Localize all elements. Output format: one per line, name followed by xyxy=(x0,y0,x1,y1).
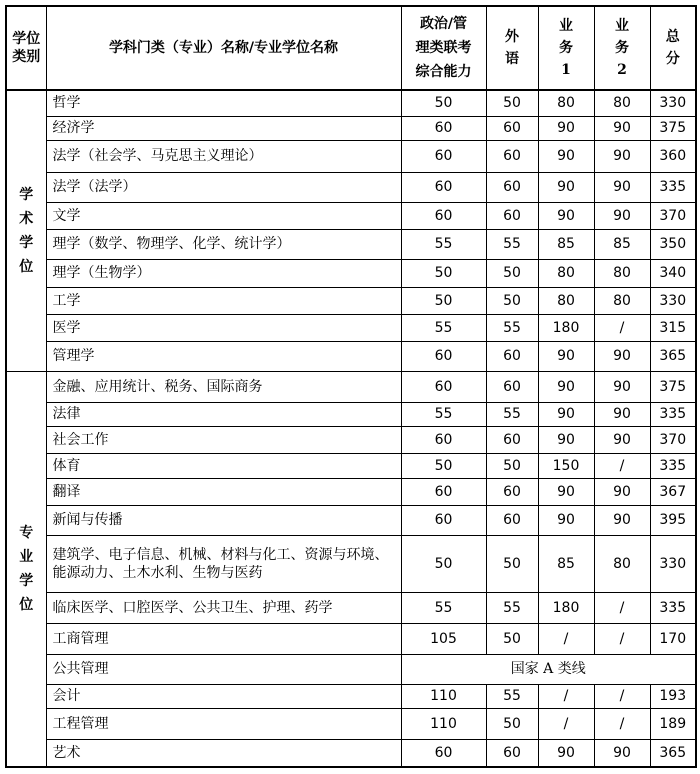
subject2-score-cell: 90 xyxy=(594,478,650,505)
table-row xyxy=(6,684,696,708)
table-row xyxy=(6,229,696,259)
foreign-language-score-cell: 50 xyxy=(486,453,538,478)
subject1-score-cell: 90 xyxy=(538,739,594,767)
table-row xyxy=(6,708,696,739)
header-subject2 xyxy=(594,6,650,90)
subject1-score-cell: 180 xyxy=(538,314,594,341)
politics-score-cell: 60 xyxy=(401,341,486,371)
subject-name-cell: 公共管理 xyxy=(46,654,401,684)
politics-score-cell: 60 xyxy=(401,172,486,202)
foreign-language-score-cell: 55 xyxy=(486,402,538,426)
header-name: 学科门类（专业）名称/专业学位名称 xyxy=(46,6,401,90)
subject-name-cell: 临床医学、口腔医学、公共卫生、护理、药学 xyxy=(46,592,401,623)
subject1-score-cell: 90 xyxy=(538,478,594,505)
header-total xyxy=(650,6,696,90)
subject2-score-cell: 90 xyxy=(594,371,650,402)
total-score-cell: 330 xyxy=(650,287,696,314)
subject2-score-cell: / xyxy=(594,592,650,623)
degree-category-char: 业 xyxy=(19,548,34,565)
header-total-line: 分 xyxy=(665,51,680,67)
politics-score-cell: 50 xyxy=(401,90,486,116)
subject-name-cell: 经济学 xyxy=(46,116,401,140)
foreign-language-score-cell: 60 xyxy=(486,140,538,172)
table-row xyxy=(6,654,696,684)
foreign-language-score-cell: 60 xyxy=(486,116,538,140)
politics-score-cell: 50 xyxy=(401,259,486,287)
degree-category-char: 位 xyxy=(19,258,34,275)
subject2-score-cell: 90 xyxy=(594,202,650,229)
subject2-score-cell: / xyxy=(594,708,650,739)
foreign-language-score-cell: 60 xyxy=(486,371,538,402)
table-row xyxy=(6,314,696,341)
total-score-cell: 193 xyxy=(650,684,696,708)
table-row xyxy=(6,478,696,505)
subject2-score-cell: 80 xyxy=(594,259,650,287)
table-row xyxy=(6,90,696,116)
table-row xyxy=(6,535,696,592)
subject1-score-cell: 80 xyxy=(538,259,594,287)
total-score-cell: 340 xyxy=(650,259,696,287)
total-score-cell: 395 xyxy=(650,505,696,535)
subject1-score-cell: 180 xyxy=(538,592,594,623)
subject2-score-cell: 90 xyxy=(594,116,650,140)
politics-score-cell: 55 xyxy=(401,402,486,426)
header-total-line: 总 xyxy=(665,29,680,45)
subject-name-cell: 法学（社会学、马克思主义理论） xyxy=(46,140,401,172)
subject1-score-cell: 90 xyxy=(538,140,594,172)
subject-name-cell: 管理学 xyxy=(46,341,401,371)
politics-score-cell: 105 xyxy=(401,623,486,654)
header-politics-line: 理类联考 xyxy=(415,40,472,56)
subject-name-cell: 工商管理 xyxy=(46,623,401,654)
subject1-score-cell: 85 xyxy=(538,229,594,259)
subject2-score-cell: 90 xyxy=(594,341,650,371)
header-subject1-line: 业 xyxy=(559,18,573,34)
subject1-score-cell: / xyxy=(538,623,594,654)
subject1-score-cell: 90 xyxy=(538,402,594,426)
subject-name-cell: 金融、应用统计、税务、国际商务 xyxy=(46,371,401,402)
degree-category-cell xyxy=(6,371,46,767)
degree-category-char: 术 xyxy=(19,210,34,227)
foreign-language-score-cell: 60 xyxy=(486,172,538,202)
degree-category-char: 位 xyxy=(19,596,34,613)
subject2-score-cell: 90 xyxy=(594,140,650,172)
subject-name-cell: 文学 xyxy=(46,202,401,229)
subject2-score-cell: 80 xyxy=(594,287,650,314)
subject-name-cell: 工学 xyxy=(46,287,401,314)
politics-score-cell: 110 xyxy=(401,708,486,739)
header-foreign-line: 语 xyxy=(505,51,519,67)
table-row xyxy=(6,341,696,371)
foreign-language-score-cell: 50 xyxy=(486,623,538,654)
foreign-language-score-cell: 60 xyxy=(486,739,538,767)
subject2-score-cell: 80 xyxy=(594,90,650,116)
total-score-cell: 365 xyxy=(650,739,696,767)
header-subject2-line: 务 xyxy=(615,40,629,56)
total-score-cell: 315 xyxy=(650,314,696,341)
header-subject1-line: 1 xyxy=(561,62,571,78)
total-score-cell: 335 xyxy=(650,172,696,202)
header-politics-line: 政治/管 xyxy=(419,16,468,32)
header-subject1-line: 务 xyxy=(559,40,573,56)
header-politics xyxy=(401,6,486,90)
politics-score-cell: 60 xyxy=(401,202,486,229)
foreign-language-score-cell: 50 xyxy=(486,287,538,314)
politics-score-cell: 55 xyxy=(401,592,486,623)
total-score-cell: 335 xyxy=(650,453,696,478)
politics-score-cell: 60 xyxy=(401,478,486,505)
subject-name-cell: 哲学 xyxy=(46,90,401,116)
total-score-cell: 375 xyxy=(650,371,696,402)
politics-score-cell: 60 xyxy=(401,116,486,140)
header-foreign xyxy=(486,6,538,90)
subject1-score-cell: 90 xyxy=(538,202,594,229)
degree-category-char: 学 xyxy=(19,572,34,589)
subject2-score-cell: / xyxy=(594,453,650,478)
total-score-cell: 170 xyxy=(650,623,696,654)
total-score-cell: 335 xyxy=(650,592,696,623)
header-politics-line: 综合能力 xyxy=(415,64,472,80)
subject2-score-cell: / xyxy=(594,314,650,341)
foreign-language-score-cell: 55 xyxy=(486,229,538,259)
table-row xyxy=(6,371,696,402)
foreign-language-score-cell: 60 xyxy=(486,202,538,229)
politics-score-cell: 60 xyxy=(401,371,486,402)
table-row xyxy=(6,426,696,453)
subject1-score-cell: 90 xyxy=(538,341,594,371)
foreign-language-score-cell: 55 xyxy=(486,314,538,341)
subject2-score-cell: 90 xyxy=(594,172,650,202)
politics-score-cell: 110 xyxy=(401,684,486,708)
politics-score-cell: 50 xyxy=(401,535,486,592)
politics-score-cell: 50 xyxy=(401,287,486,314)
foreign-language-score-cell: 55 xyxy=(486,684,538,708)
foreign-language-score-cell: 60 xyxy=(486,478,538,505)
subject1-score-cell: / xyxy=(538,708,594,739)
subject-name-cell: 工程管理 xyxy=(46,708,401,739)
subject-name-cell: 翻译 xyxy=(46,478,401,505)
total-score-cell: 365 xyxy=(650,341,696,371)
foreign-language-score-cell: 50 xyxy=(486,259,538,287)
politics-score-cell: 55 xyxy=(401,314,486,341)
subject-name-cell: 理学（数学、物理学、化学、统计学） xyxy=(46,229,401,259)
subject2-score-cell: 90 xyxy=(594,402,650,426)
politics-score-cell: 55 xyxy=(401,229,486,259)
table-row xyxy=(6,116,696,140)
header-category-line: 学位 xyxy=(12,31,41,47)
subject1-score-cell: 90 xyxy=(538,116,594,140)
total-score-cell: 360 xyxy=(650,140,696,172)
subject2-score-cell: 90 xyxy=(594,505,650,535)
politics-score-cell: 60 xyxy=(401,140,486,172)
subject1-score-cell: 90 xyxy=(538,371,594,402)
subject1-score-cell: 80 xyxy=(538,90,594,116)
subject2-score-cell: 90 xyxy=(594,426,650,453)
foreign-language-score-cell: 55 xyxy=(486,592,538,623)
subject2-score-cell: 85 xyxy=(594,229,650,259)
header-subject2-line: 业 xyxy=(615,18,629,34)
total-score-cell: 370 xyxy=(650,426,696,453)
header-category-line: 类别 xyxy=(12,49,41,65)
table-row xyxy=(6,202,696,229)
subject-name-cell: 建筑学、电子信息、机械、材料与化工、资源与环境、能源动力、土木水利、生物与医药 xyxy=(46,535,401,592)
foreign-language-score-cell: 50 xyxy=(486,90,538,116)
subject1-score-cell: 90 xyxy=(538,172,594,202)
subject1-score-cell: 90 xyxy=(538,505,594,535)
subject-name-cell: 法律 xyxy=(46,402,401,426)
table-row xyxy=(6,259,696,287)
politics-score-cell: 50 xyxy=(401,453,486,478)
total-score-cell: 370 xyxy=(650,202,696,229)
table-row xyxy=(6,623,696,654)
subject1-score-cell: 85 xyxy=(538,535,594,592)
table-row xyxy=(6,402,696,426)
total-score-cell: 189 xyxy=(650,708,696,739)
foreign-language-score-cell: 50 xyxy=(486,535,538,592)
foreign-language-score-cell: 60 xyxy=(486,341,538,371)
subject2-score-cell: 80 xyxy=(594,535,650,592)
table-row xyxy=(6,453,696,478)
total-score-cell: 375 xyxy=(650,116,696,140)
foreign-language-score-cell: 60 xyxy=(486,426,538,453)
header-row xyxy=(6,6,696,90)
degree-category-char: 学 xyxy=(19,186,34,203)
header-category xyxy=(6,6,46,90)
table-row xyxy=(6,140,696,172)
degree-category-char: 学 xyxy=(19,234,34,251)
table-row xyxy=(6,287,696,314)
subject1-score-cell: 150 xyxy=(538,453,594,478)
score-line-table xyxy=(5,5,697,768)
header-subject2-line: 2 xyxy=(617,62,627,78)
total-score-cell: 367 xyxy=(650,478,696,505)
foreign-language-score-cell: 50 xyxy=(486,708,538,739)
degree-category-char: 专 xyxy=(19,524,34,541)
politics-score-cell: 60 xyxy=(401,505,486,535)
politics-score-cell: 60 xyxy=(401,739,486,767)
subject-name-cell: 会计 xyxy=(46,684,401,708)
degree-category-cell xyxy=(6,90,46,371)
subject2-score-cell: 90 xyxy=(594,739,650,767)
total-score-cell: 350 xyxy=(650,229,696,259)
foreign-language-score-cell: 60 xyxy=(486,505,538,535)
table-row xyxy=(6,172,696,202)
subject1-score-cell: 80 xyxy=(538,287,594,314)
total-score-cell: 330 xyxy=(650,90,696,116)
subject-name-cell: 体育 xyxy=(46,453,401,478)
table-row xyxy=(6,739,696,767)
total-score-cell: 330 xyxy=(650,535,696,592)
table-row xyxy=(6,592,696,623)
subject2-score-cell: / xyxy=(594,684,650,708)
subject2-score-cell: / xyxy=(594,623,650,654)
subject-name-cell: 艺术 xyxy=(46,739,401,767)
header-foreign-line: 外 xyxy=(505,29,519,45)
subject-name-cell: 新闻与传播 xyxy=(46,505,401,535)
subject-name-cell: 理学（生物学） xyxy=(46,259,401,287)
subject-name-cell: 医学 xyxy=(46,314,401,341)
subject-name-cell: 法学（法学） xyxy=(46,172,401,202)
total-score-cell: 335 xyxy=(650,402,696,426)
subject1-score-cell: 90 xyxy=(538,426,594,453)
table-body xyxy=(6,90,696,767)
merged-score-cell: 国家 A 类线 xyxy=(401,654,696,684)
header-subject1 xyxy=(538,6,594,90)
subject1-score-cell: / xyxy=(538,684,594,708)
politics-score-cell: 60 xyxy=(401,426,486,453)
table-row xyxy=(6,505,696,535)
subject-name-cell: 社会工作 xyxy=(46,426,401,453)
